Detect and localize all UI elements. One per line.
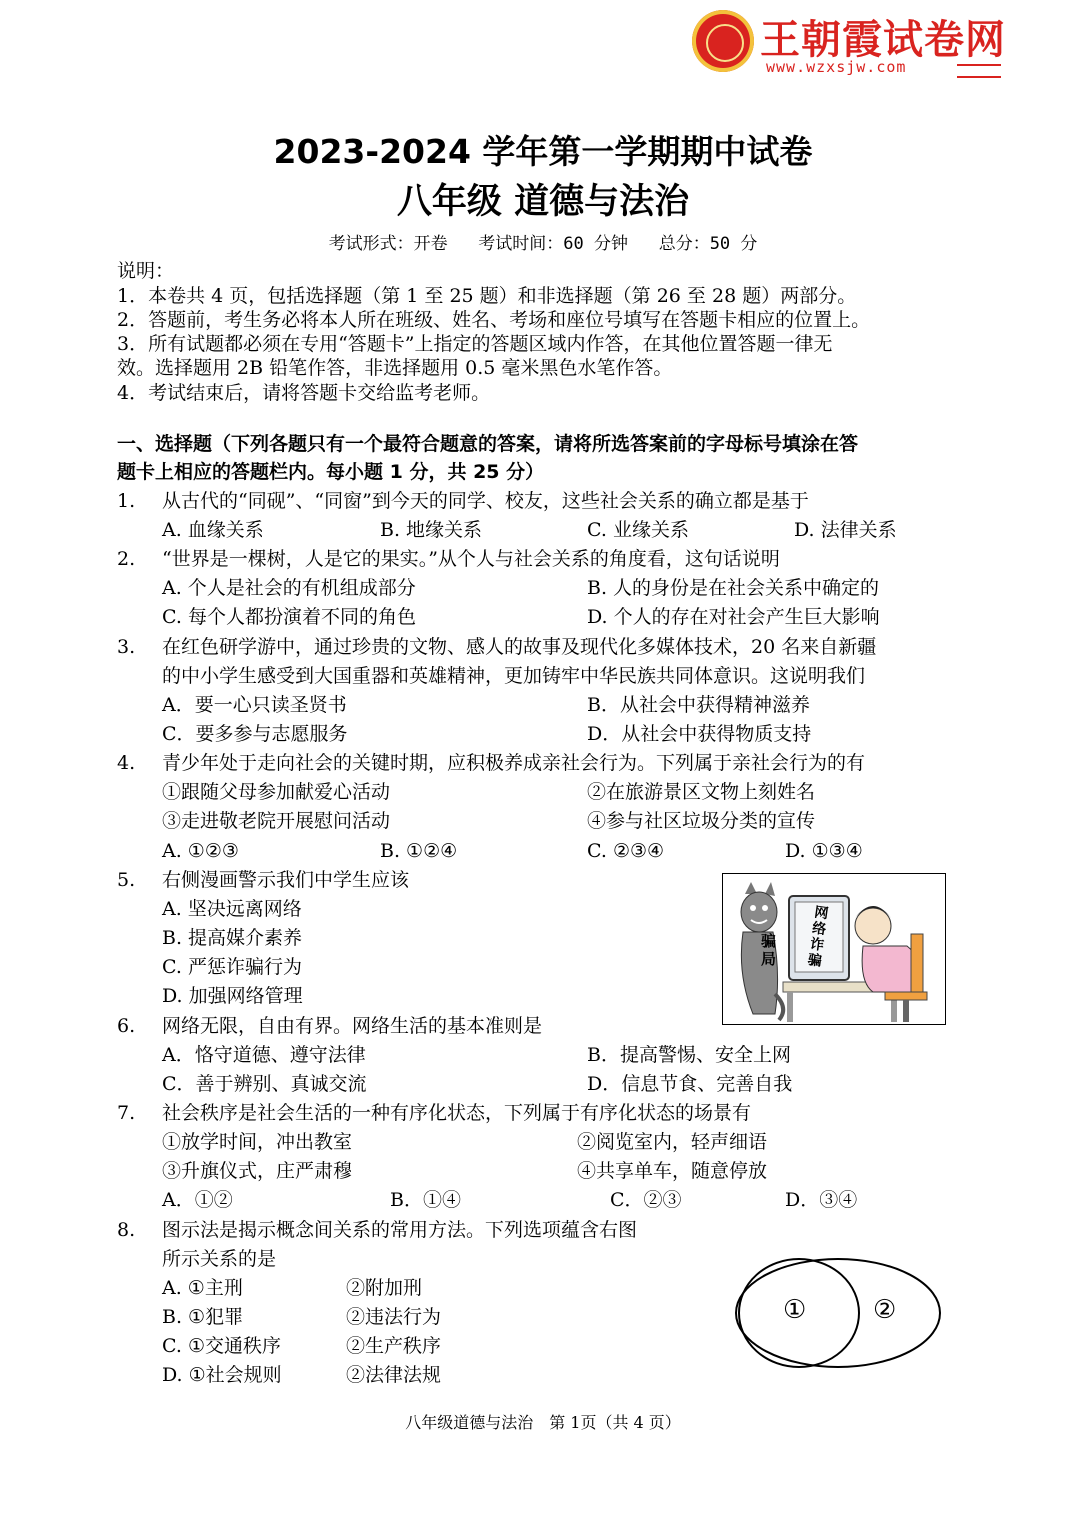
option-d: D. ①③④ (785, 840, 863, 862)
question-number: 2. (117, 548, 136, 570)
option-d: D. 个人的存在对社会产生巨大影响 (587, 606, 880, 628)
option-a: A．要一心只读圣贤书 (162, 694, 347, 716)
page-footer: 八年级道德与法治 第 1页（共 4 页） (405, 1413, 681, 1432)
exam-subtitle: 八年级 道德与法治 (396, 182, 690, 222)
cartoon-caption-screen: 网络诈骗 (806, 904, 830, 970)
option-d-second: ②法律法规 (346, 1364, 442, 1386)
option-b: B. 人的身份是在社会关系中确定的 (587, 577, 880, 599)
option-b-first: B. ①犯罪 (162, 1306, 244, 1328)
site-logo (692, 8, 1006, 76)
option-d: D．③④ (785, 1189, 858, 1211)
logo-brand: 王朝霞试卷网 (760, 17, 1006, 63)
cartoon-image (722, 873, 946, 1025)
section-heading-cont: 题卡上相应的答题栏内。每小题 1 分，共 25 分） (117, 461, 545, 483)
cartoon-caption-demon: 骗局 (761, 932, 777, 968)
statement-item: ③升旗仪式，庄严肃穆 (162, 1160, 353, 1182)
question-number: 3. (117, 636, 136, 658)
venn-label-outer: ② (873, 1295, 897, 1325)
option-b: B. ①②④ (380, 840, 458, 862)
question-stem: 从古代的“同砚”、“同窗”到今天的同学、校友，这些社会关系的确立都是基于 (162, 490, 809, 512)
question-stem: 青少年处于走向社会的关键时期，应积极养成亲社会行为。下列属于亲社会行为的有 (162, 752, 866, 774)
option-a: A. 血缘关系 (162, 519, 264, 541)
statement-item: ②阅览室内，轻声细语 (577, 1131, 768, 1153)
note-line: 2．答题前，考生务必将本人所在班级、姓名、考场和座位号填写在答题卡相应的位置上。 (117, 309, 871, 331)
question-stem: 社会秩序是社会生活的一种有序化状态，下列属于有序化状态的场景有 (162, 1102, 752, 1124)
note-line: 1．本卷共 4 页，包括选择题（第 1 至 25 题）和非选择题（第 26 至 28 题）两部分。 (117, 285, 857, 307)
question-stem: 右侧漫画警示我们中学生应该 (162, 869, 410, 891)
option-c-first: C. ①交通秩序 (162, 1335, 281, 1357)
question-number: 7. (117, 1102, 136, 1124)
statement-item: ①放学时间，冲出教室 (162, 1131, 353, 1153)
option-d: D. 法律关系 (794, 519, 897, 541)
option-b: B. 地缘关系 (380, 519, 483, 541)
option-c: C. 业缘关系 (587, 519, 689, 541)
option-b: B．从社会中获得精神滋养 (587, 694, 810, 716)
option-c: C．要多参与志愿服务 (162, 723, 348, 745)
option-d-first: D. ①社会规则 (162, 1364, 282, 1386)
statement-item: ④参与社区垃圾分类的宣传 (587, 810, 816, 832)
venn-label-inner: ① (783, 1295, 807, 1325)
option-b: B．①④ (390, 1189, 461, 1211)
question-number: 5. (117, 869, 136, 891)
note-line: 效。选择题用 2B 铅笔作答，非选择题用 0.5 毫米黑色水笔作答。 (117, 357, 673, 379)
statement-item: ②在旅游景区文物上刻姓名 (587, 781, 816, 803)
option-c-second: ②生产秩序 (346, 1335, 442, 1357)
question-stem: 网络无限，自由有界。网络生活的基本准则是 (162, 1015, 543, 1037)
exam-info: 考试形式：开卷 考试时间：60 分钟 总分：50 分 (328, 234, 758, 254)
question-stem: 在红色研学游中，通过珍贵的文物、感人的故事及现代化多媒体技术，20 名来自新疆 (162, 636, 877, 658)
option-b: B. 提高媒介素养 (162, 927, 303, 949)
question-number: 1. (117, 490, 136, 512)
option-c: C. 每个人都扮演着不同的角色 (162, 606, 416, 628)
option-c: C．②③ (610, 1189, 682, 1211)
option-c: C. ②③④ (587, 840, 665, 862)
question-stem: “世界是一棵树，人是它的果实。”从个人与社会关系的角度看，这句话说明 (162, 548, 780, 570)
option-b: B．提高警惕、安全上网 (587, 1044, 791, 1066)
note-line: 3．所有试题都必须在专用“答题卡”上指定的答题区域内作答，在其他位置答题一律无 (117, 333, 833, 355)
option-d: D. 加强网络管理 (162, 985, 303, 1007)
notes-heading: 说明： (117, 260, 175, 282)
option-a-first: A. ①主刑 (162, 1277, 243, 1299)
venn-shapes (733, 1257, 943, 1377)
statement-item: ①跟随父母参加献爱心活动 (162, 781, 391, 803)
option-a: A. 个人是社会的有机组成部分 (162, 577, 416, 599)
question-number: 4. (117, 752, 136, 774)
statement-item: ③走进敬老院开展慰问活动 (162, 810, 391, 832)
option-c: C．善于辨别、真诚交流 (162, 1073, 367, 1095)
option-a: A．①② (162, 1189, 233, 1211)
section-heading: 一、选择题（下列各题只有一个最符合题意的答案，请将所选答案前的字母标号填涂在答 (117, 433, 859, 455)
option-d: D．从社会中获得物质支持 (587, 723, 812, 745)
option-a: A. 坚决远离网络 (162, 898, 302, 920)
statement-item: ④共享单车，随意停放 (577, 1160, 768, 1182)
option-a: A．恪守道德、遵守法律 (162, 1044, 366, 1066)
question-stem-cont: 的中小学生感受到大国重器和英雄精神，更加铸牢中华民族共同体意识。这说明我们 (162, 665, 866, 687)
question-number: 6. (117, 1015, 136, 1037)
question-stem: 图示法是揭示概念间关系的常用方法。下列选项蕴含右图 (162, 1219, 638, 1241)
option-a-second: ②附加刑 (346, 1277, 423, 1299)
note-line: 4．考试结束后，请将答题卡交给监考老师。 (117, 382, 491, 404)
venn-diagram (733, 1257, 943, 1377)
logo-decoration (957, 64, 1001, 78)
option-c: C. 严惩诈骗行为 (162, 956, 302, 978)
exam-title: 2023-2024 学年第一学期期中试卷 (273, 132, 813, 171)
question-number: 8. (117, 1219, 136, 1241)
logo-url: www.wzxsjw.com (766, 58, 907, 76)
question-stem-cont: 所示关系的是 (162, 1248, 277, 1270)
seal-icon (692, 10, 754, 72)
option-a: A. ①②③ (162, 840, 239, 862)
option-d: D．信息节食、完善自我 (587, 1073, 793, 1095)
option-b-second: ②违法行为 (346, 1306, 442, 1328)
